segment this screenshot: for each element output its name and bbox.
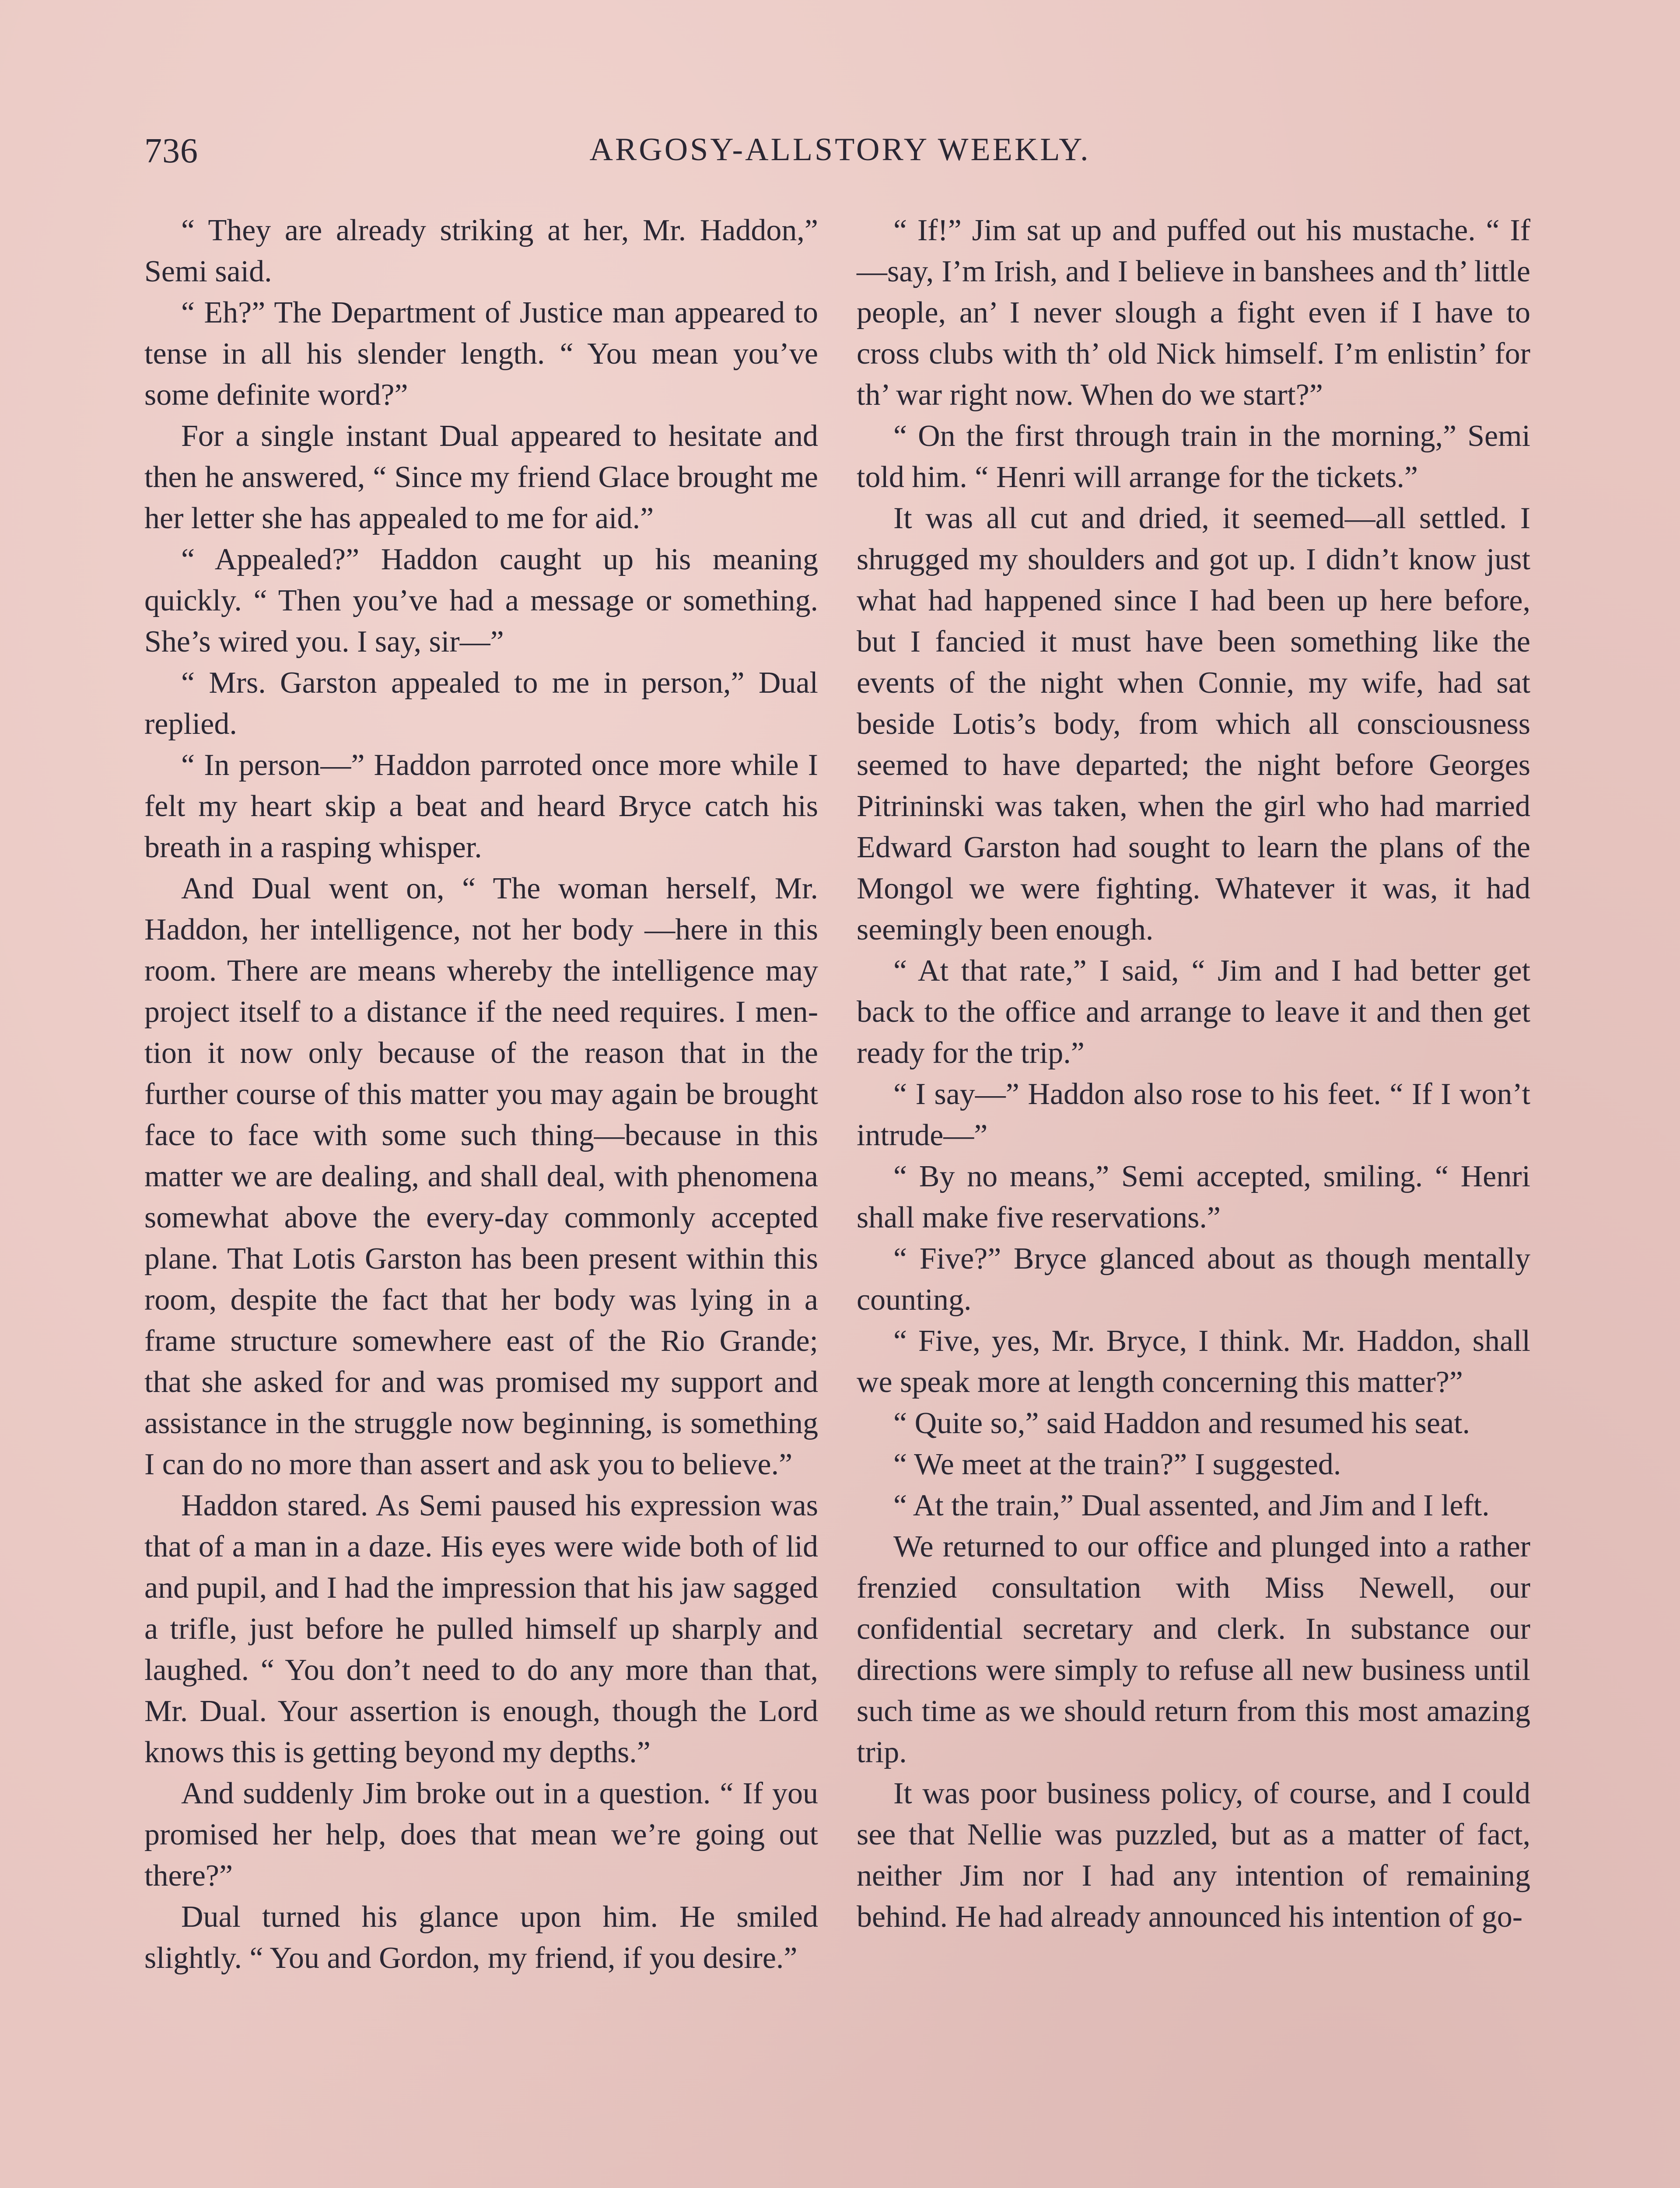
paragraph: “ On the first through train in the morning,” Semi told him. “ Henri will arrange for the tickets.”: [857, 419, 1530, 494]
paragraph: It was poor business policy, of course, and I could see that Nellie was puzzled, but as a matter of fact, neither Jim nor I had any intention of remaining behind. He had already announced his intention of go-: [857, 1777, 1530, 1934]
paragraph: “ Five?” Bryce glanced about as though mentally counting.: [857, 1242, 1530, 1317]
paragraph: And Dual went on, “ The woman herself, Mr. Haddon, her intelligence, not her body —here in this room. There are means whereby the intelligence may project itself to a distance if the need requires. I mention it now only because of the reason that in the further course of this matter you may again be brought face to face with some such thing—because in this matter we are dealing, and shall deal, with phenomena somewhat above the every-day commonly accepted plane. That Lotis Garston has been present within this room, despite the fact that her body was lying in a frame structure somewhere east of the Rio Grande; that she asked for and was promised my support and assistance in the struggle now beginning, is something I can do no more than assert and ask you to believe.”: [144, 872, 818, 1481]
page-number: 736: [144, 132, 198, 170]
paragraph: “ At the train,” Dual assented, and Jim and I left.: [893, 1489, 1490, 1522]
paragraph: Dual turned his glance upon him. He smiled slightly. “ You and Gordon, my friend, if you desire.”: [144, 1900, 818, 1975]
paragraph: For a single instant Dual appeared to hesitate and then he answered, “ Since my friend Glace brought me her letter she has appealed to me for aid.”: [144, 419, 818, 535]
right-text-column: [857, 210, 1530, 1938]
left-text-column: [144, 210, 818, 1979]
paragraph: We returned to our office and plunged into a rather frenzied consultation with Miss Newell, our confidential secretary and clerk. In substance our directions were simply to refuse all new business until such time as we should return from this most amazing trip.: [857, 1530, 1530, 1769]
paragraph: “ I say—” Haddon also rose to his feet. “ If I won’t intrude—”: [857, 1077, 1530, 1152]
paragraph: “ Quite so,” said Haddon and resumed his seat.: [893, 1406, 1470, 1440]
paragraph: “ Mrs. Garston appealed to me in person,” Dual replied.: [144, 666, 818, 741]
paragraph: “ At that rate,” I said, “ Jim and I had better get back to the office and arrange to leave it and then get ready for the trip.”: [857, 954, 1530, 1070]
paragraph: “ They are already striking at her, Mr. Haddon,” Semi said.: [144, 214, 818, 288]
paragraph: It was all cut and dried, it seemed—all settled. I shrugged my shoulders and got up. I didn’t know just what had happened since I had been up here before, but I fancied it must have been something like the events of the night when Connie, my wife, had sat beside Lotis’s body, from which all consciousness seemed to have departed; the night before Georges Pitrininski was taken, when the girl who had married Edward Garston had sought to learn the plans of the Mongol we were fighting. Whatever it was, it had seemingly been enough.: [857, 501, 1530, 947]
paragraph: “ In person—” Haddon parroted once more while I felt my heart skip a beat and heard Bryce catch his breath in a rasping whisper.: [144, 748, 818, 864]
paragraph: And suddenly Jim broke out in a question. “ If you promised her help, does that mean we’re going out there?”: [144, 1777, 818, 1893]
paragraph: “ Five, yes, Mr. Bryce, I think. Mr. Haddon, shall we speak more at length concerning this matter?”: [857, 1324, 1530, 1399]
paragraph: Haddon stared. As Semi paused his expression was that of a man in a daze. His eyes were wide both of lid and pupil, and I had the impression that his jaw sagged a trifle, just before he pulled himself up sharply and laughed. “ You don’t need to do any more than that, Mr. Dual. Your assertion is enough, though the Lord knows this is getting beyond my depths.”: [144, 1489, 818, 1769]
paragraph: “ Appealed?” Haddon caught up his meaning quickly. “ Then you’ve had a message or something. She’s wired you. I say, sir—”: [144, 543, 818, 659]
magazine-title: ARGOSY-ALLSTORY WEEKLY.: [589, 132, 1091, 168]
paragraph: “ Eh?” The Department of Justice man appeared to tense in all his slender length. “ You mean you’ve some definite word?”: [144, 296, 818, 412]
running-header: [144, 131, 1536, 193]
paragraph: “ By no means,” Semi accepted, smiling. “ Henri shall make five reservations.”: [857, 1160, 1530, 1234]
paragraph: “ If!” Jim sat up and puffed out his mustache. “ If—say, I’m Irish, and I believe in banshees and th’ little people, an’ I never slough a fight even if I have to cross clubs with th’ old Nick himself. I’m enlistin’ for th’ war right now. When do we start?”: [857, 214, 1530, 412]
paragraph: “ We meet at the train?” I suggested.: [893, 1448, 1341, 1481]
